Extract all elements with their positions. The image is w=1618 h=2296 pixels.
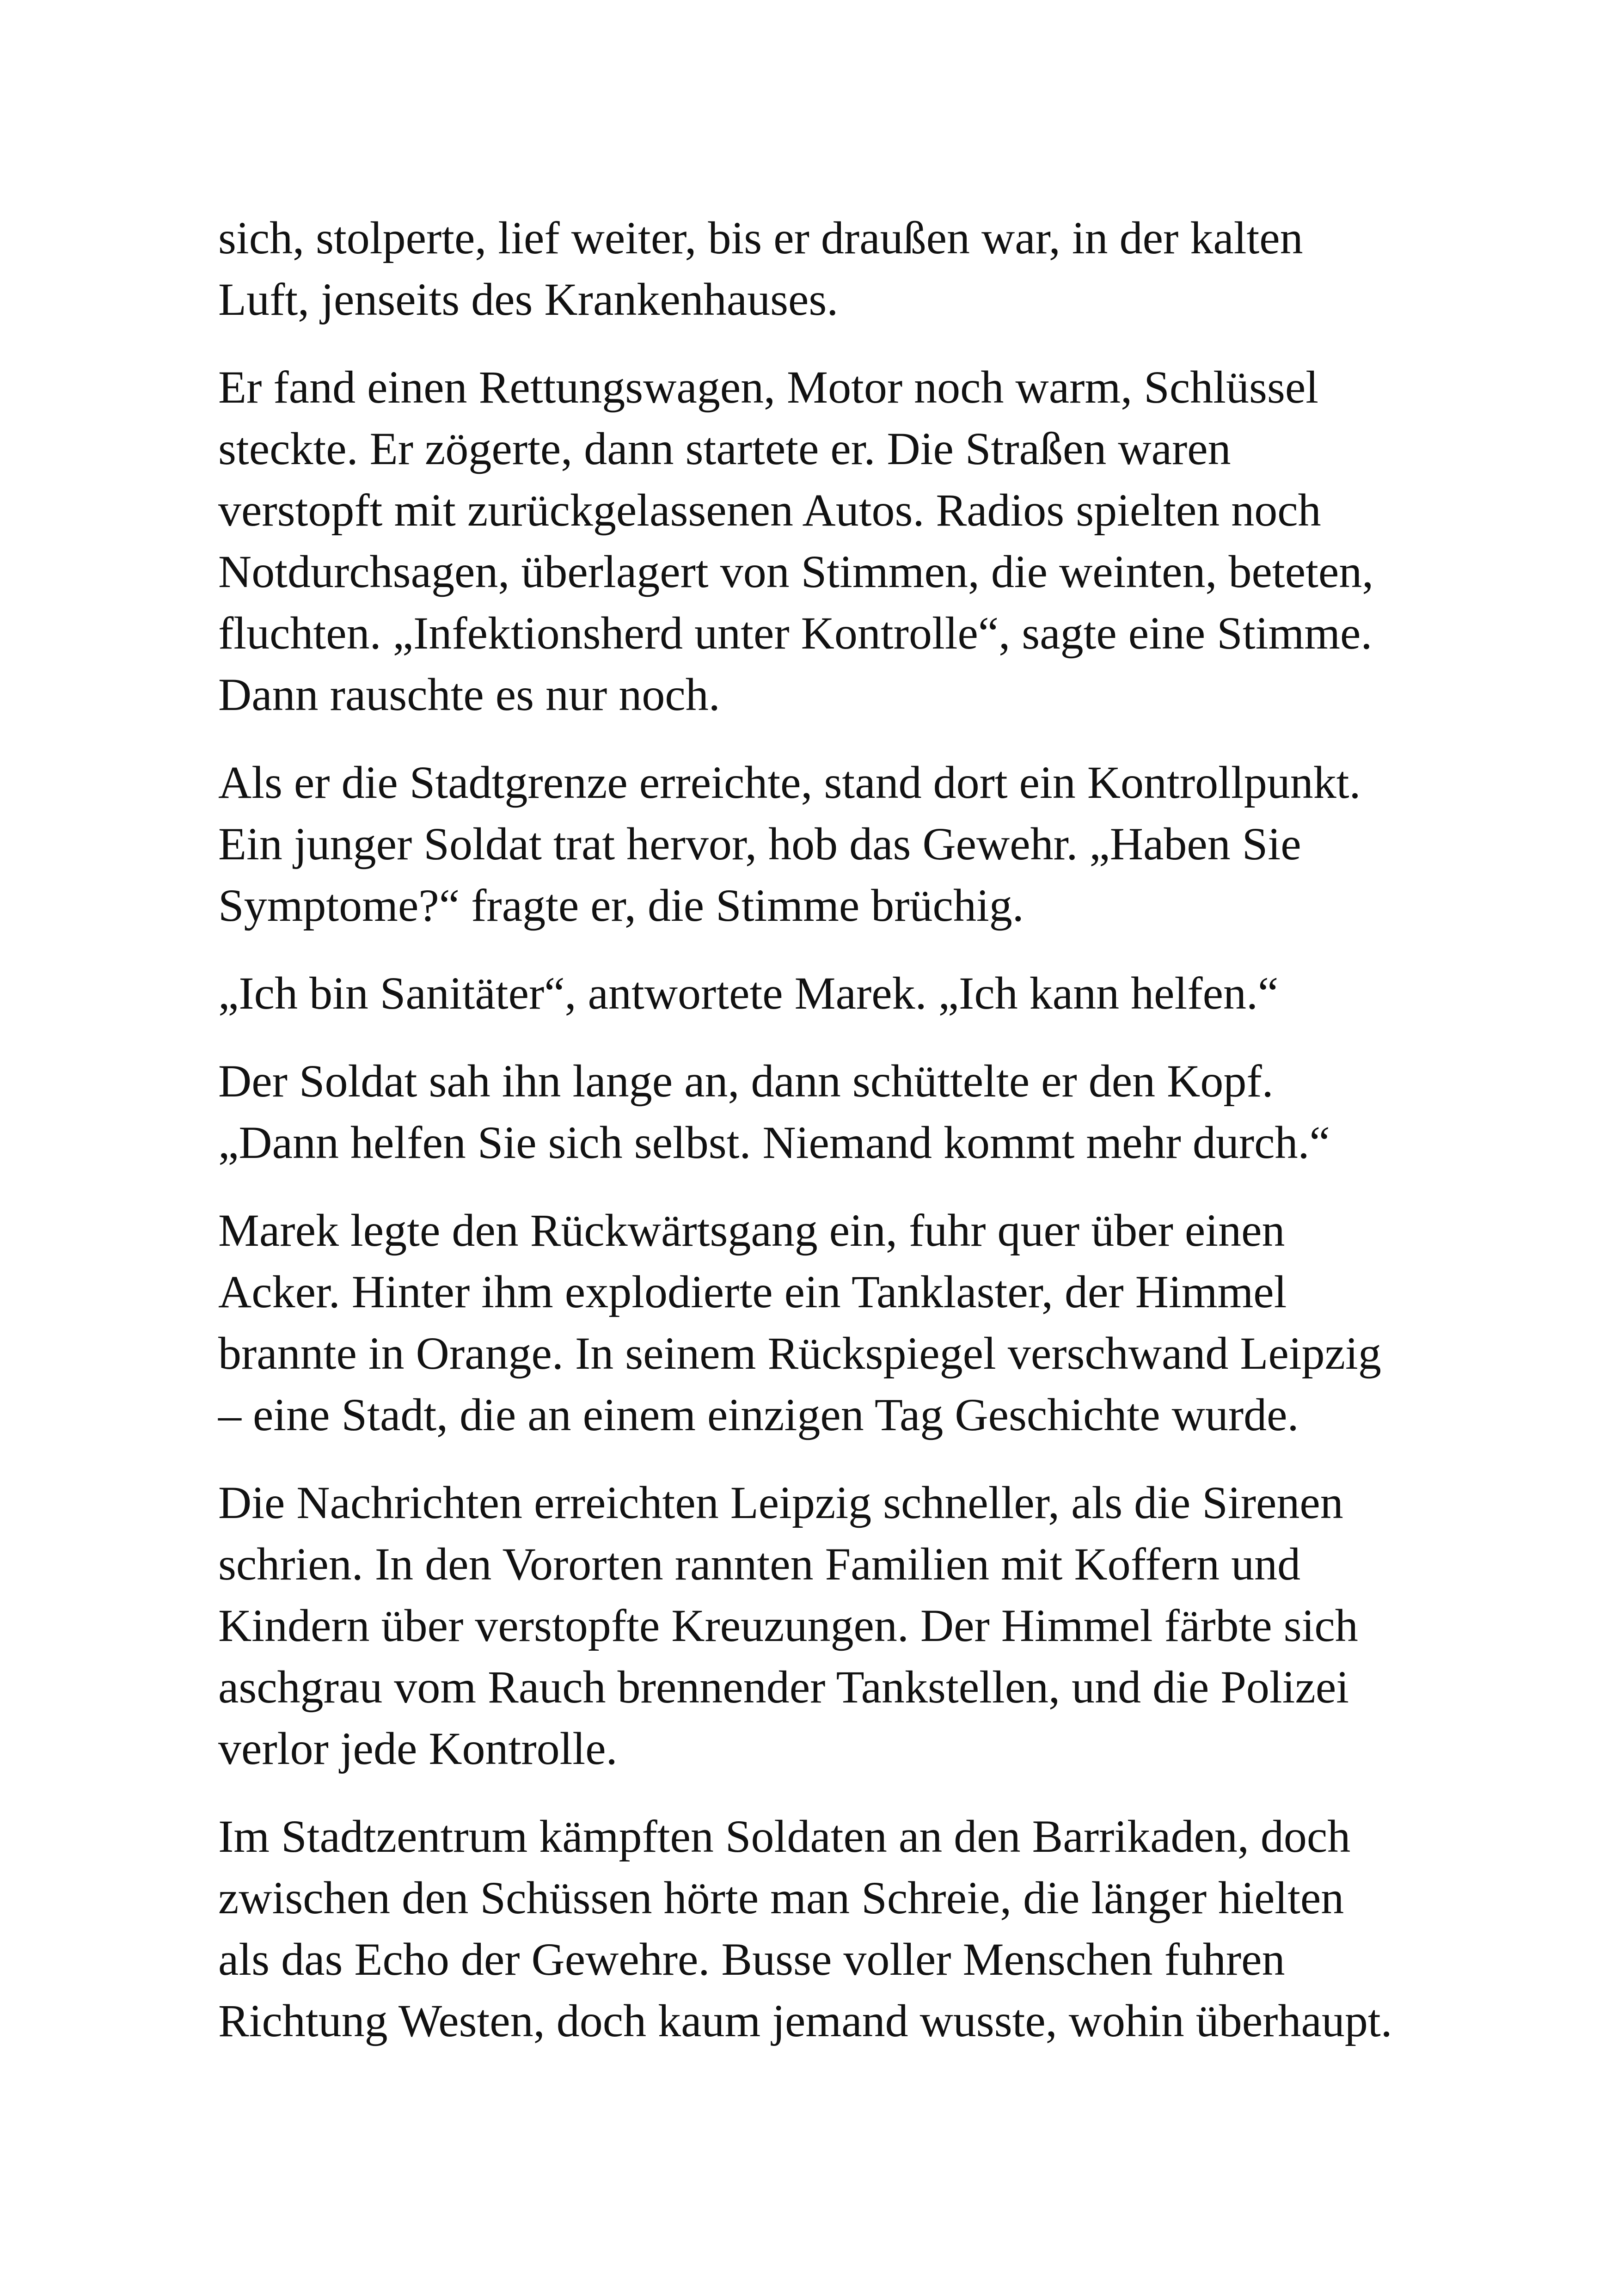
paragraph-1: sich, stolperte, lief weiter, bis er draußen war, in der kalten Luft, jenseits des Krankenhauses. [218, 212, 1303, 325]
paragraph-3: Als er die Stadtgrenze erreichte, stand dort ein Kontrollpunkt. Ein junger Soldat trat hervor, hob das Gewehr. „Haben Sie Symptome?“ fragte er, die Stimme brüchig. [218, 757, 1361, 931]
body-text [218, 207, 1420, 2078]
paragraph-4: „Ich bin Sanitäter“, antwortete Marek. „Ich kann helfen.“ [218, 967, 1279, 1019]
paragraph-7: Die Nachrichten erreichten Leipzig schneller, als die Sirenen schrien. In den Vororten rannten Familien mit Koffern und Kindern über verstopfte Kreuzungen. Der Himmel färbte sich aschgrau vom Rauch brennender Tankstellen, und die Polizei verlor jede Kontrolle. [218, 1477, 1358, 1774]
paragraph-2: Er fand einen Rettungswagen, Motor noch warm, Schlüssel steckte. Er zögerte, dann startete er. Die Straßen waren verstopft mit zurückgelassenen Autos. Radios spielten noch Notdurchsagen, überlagert von Stimmen, die weinten, beteten, fluchten. „Infektionsherd unter Kontrolle“, sagte eine Stimme. Dann rauschte es nur noch. [218, 361, 1374, 720]
paragraph-6: Marek legte den Rückwärtsgang ein, fuhr quer über einen Acker. Hinter ihm explodierte ein Tanklaster, der Himmel brannte in Orange. In seinem Rückspiegel verschwand Leipzig – eine Stadt, die an einem einzigen Tag Geschichte wurde. [218, 1205, 1381, 1440]
paragraph-5: Der Soldat sah ihn lange an, dann schüttelte er den Kopf. „Dann helfen Sie sich selbst. Niemand kommt mehr durch.“ [218, 1055, 1330, 1168]
paragraph-8: Im Stadtzentrum kämpften Soldaten an den Barrikaden, doch zwischen den Schüssen hörte man Schreie, die länger hielten als das Echo der Gewehre. Busse voller Menschen fuhren Richtung Westen, doch kaum jemand wusste, wohin überhaupt. [218, 1811, 1392, 2046]
